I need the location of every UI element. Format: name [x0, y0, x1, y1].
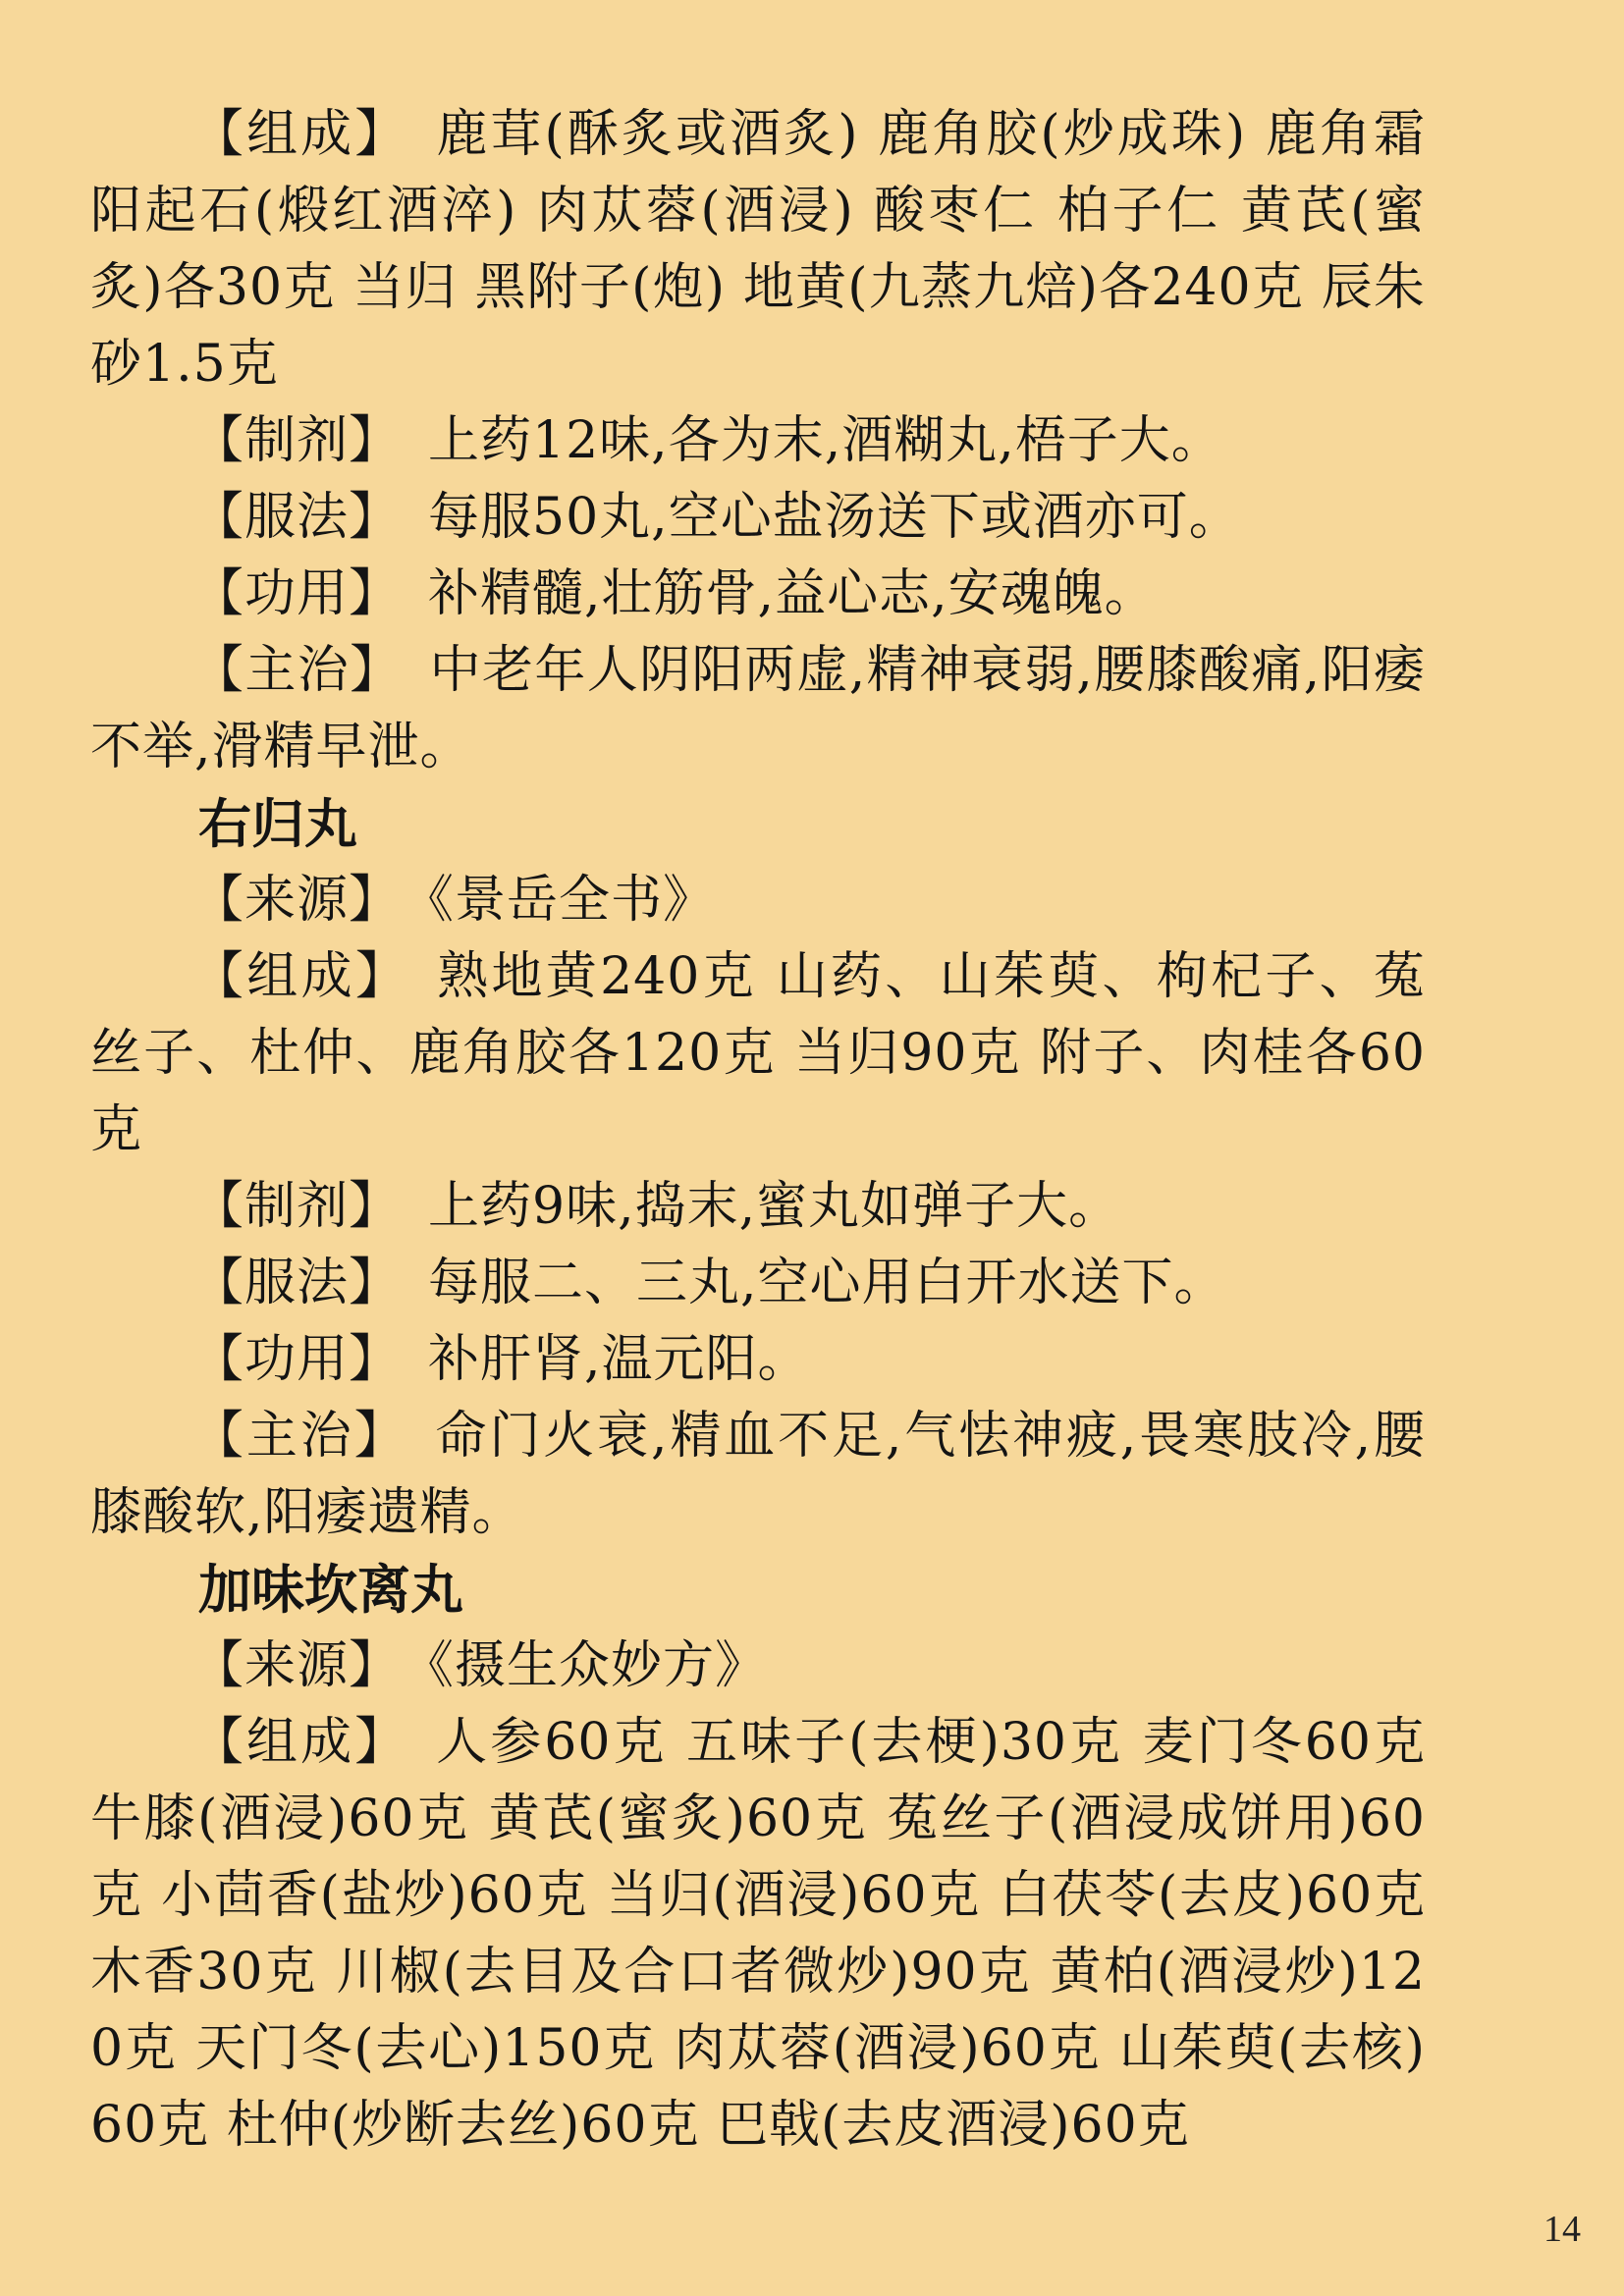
section-label: 【制剂】	[192, 1177, 402, 1236]
indication-paragraph	[90, 632, 1426, 785]
indication-paragraph	[90, 1398, 1426, 1551]
section-text: 上药12味,各为末,酒糊丸,梧子大。	[428, 411, 1223, 470]
function-paragraph	[90, 556, 1426, 632]
dosage-paragraph	[90, 1245, 1426, 1321]
section-label: 【来源】	[192, 1636, 402, 1695]
formula-title: 加味坎离丸	[198, 1558, 463, 1621]
section-label: 【组成】	[192, 1713, 409, 1772]
section-text: 《景岳全书》	[428, 871, 716, 930]
section-text: 每服50丸,空心盐汤送下或酒亦可。	[428, 488, 1241, 547]
composition-paragraph	[90, 96, 1426, 402]
page-content	[90, 96, 1426, 2163]
formula-title: 右归丸	[198, 792, 357, 855]
section-label: 【功用】	[192, 564, 402, 623]
section-text: 鹿茸(酥炙或酒炙) 鹿角胶(炒成珠) 鹿角霜 阳起石(煅红酒淬) 肉苁蓉(酒浸) 酸枣仁 柏子仁 黄芪(蜜炙)各30克 当归 黑附子(炮) 地黄(九蒸九焙)各240克 辰朱砂1.5克	[90, 105, 1426, 394]
section-text: 命门火衰,精血不足,气怯神疲,畏寒肢冷,腰膝酸软,阳痿遗精。	[90, 1407, 1426, 1542]
section-text: 每服二、三丸,空心用白开水送下。	[428, 1254, 1226, 1312]
section-text: 中老年人阴阳两虚,精神衰弱,腰膝酸痛,阳痿不举,滑精早泄。	[90, 641, 1426, 776]
source-paragraph	[90, 1628, 1426, 1704]
composition-paragraph	[90, 1704, 1426, 2163]
preparation-paragraph	[90, 1168, 1426, 1245]
section-text: 上药9味,捣末,蜜丸如弹子大。	[428, 1177, 1121, 1236]
function-paragraph	[90, 1321, 1426, 1398]
dosage-paragraph	[90, 479, 1426, 556]
section-label: 【功用】	[192, 1330, 402, 1389]
section-text: 熟地黄240克 山药、山茱萸、枸杞子、菟丝子、杜仲、鹿角胶各120克 当归90克 附子、肉桂各60克	[90, 947, 1426, 1159]
section-text: 《摄生众妙方》	[428, 1636, 768, 1695]
section-label: 【服法】	[192, 1254, 402, 1312]
section-label: 【组成】	[192, 947, 410, 1006]
section-label: 【组成】	[192, 105, 409, 164]
composition-paragraph	[90, 938, 1426, 1168]
section-label: 【制剂】	[192, 411, 402, 470]
section-text: 人参60克 五味子(去梗)30克 麦门冬60克 牛膝(酒浸)60克 黄芪(蜜炙)60克 菟丝子(酒浸成饼用)60克 小茴香(盐炒)60克 当归(酒浸)60克 白茯苓(去皮)60克 木香30克 川椒(去目及合口者微炒)90克 黄柏(酒浸炒)120克 天门冬(去心)150克 肉苁蓉(酒浸)60克 山茱萸(去核)60克 杜仲(炒断去丝)60克 巴戟(去皮酒浸)60克	[90, 1713, 1426, 2155]
source-paragraph	[90, 862, 1426, 938]
section-label: 【服法】	[192, 488, 402, 547]
page-number: 14	[1543, 2209, 1581, 2250]
section-label: 【主治】	[192, 1407, 408, 1466]
preparation-paragraph	[90, 402, 1426, 479]
section-label: 【来源】	[192, 871, 402, 930]
section-label: 【主治】	[192, 641, 403, 700]
section-text: 补精髓,壮筋骨,益心志,安魂魄。	[428, 564, 1157, 623]
section-text: 补肝肾,温元阳。	[428, 1330, 810, 1389]
